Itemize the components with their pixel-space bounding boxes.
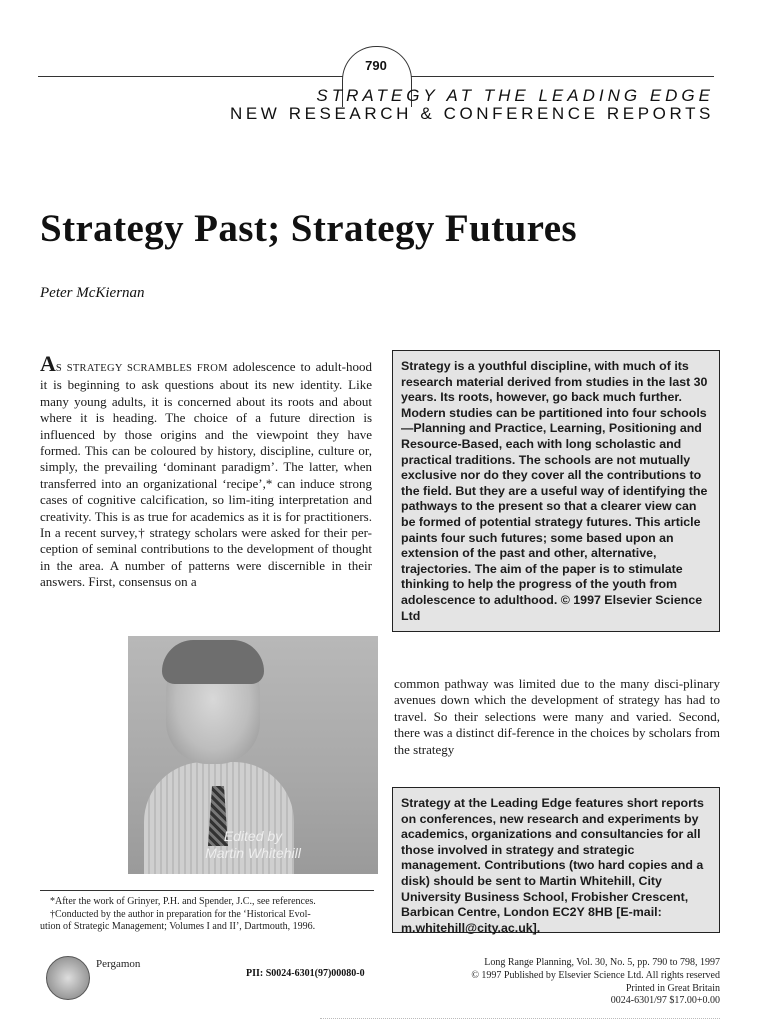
journal-issn: 0024-6301/97 $17.00+0.00 bbox=[610, 995, 720, 1007]
editor-photo bbox=[128, 636, 378, 874]
publisher-logo-icon bbox=[46, 956, 90, 1000]
body-right-column: common pathway was limited due to the many disci-plinary avenues down which the development of strategy has had to travel. So their selections were many and varied. Second, there was a distinct dif-ference in the choices by scholars from the strategy bbox=[394, 676, 720, 757]
caption-edited-by: Edited by bbox=[223, 828, 283, 844]
header-rule-left bbox=[38, 76, 344, 77]
drop-cap: A bbox=[40, 351, 56, 376]
footer-rule bbox=[320, 1018, 720, 1019]
series-title: STRATEGY AT THE LEADING EDGE bbox=[316, 86, 714, 105]
journal-info bbox=[471, 957, 720, 1008]
abstract-text: Strategy is a youthful discipline, with much of its research material derived from studies in the last 30 years. Its roots, however, go back much further. Modern studies can be partitioned into four schools—Planning and Practice, Learning, Positioning and Resource-Based, each with long scholastic and practical traditions. The schools are not mutually exclusive nor do they cover all the contributions to the field. But they are a useful way of identifying the pathways to the present so that a clearer view can be formed of potential strategy futures. This article paints four such futures; some based upon an extension of the past and other, alternative, trajectories. The aim of the paper is to stimulate thinking to help the progress of the youth from adolescence to adulthood. © 1997 Elsevier Science Ltd bbox=[401, 359, 708, 623]
left-column-text: adolescence to adult-hood it is beginning to ask questions about its new identity. Like many young adults, it is concerned about its roots and about where it is heading. The choice of a future direction is influenced by those origins and the viewpoint they have formed. This can be coloured by history, discipline, culture or, simply, the prevailing ‘dominant paradigm’. The latter, when transferred into an organizational ‘recipe’,* can induce strong cases of cognitive calcification, so lim-iting interpretation and creativity. This is as true for academics as it is for practitioners. In a recent survey,† strategy scholars were asked for their per-ception of seminal contributions to the development of thought in the area. A number of patterns were discernible in their answers. First, consensus on a bbox=[40, 359, 372, 590]
footnotes bbox=[40, 896, 376, 934]
footnote-1: *After the work of Grinyer, P.H. and Spender, J.C., see references. bbox=[50, 896, 316, 907]
feature-info-box bbox=[392, 787, 720, 933]
series-subtitle: NEW RESEARCH & CONFERENCE REPORTS bbox=[229, 104, 714, 123]
pii-code: PII: S0024-6301(97)00080-0 bbox=[246, 968, 365, 979]
footnote-2-cont: ution of Strategic Management; Volumes I and II’, Dartmouth, 1996. bbox=[40, 921, 316, 933]
page-number: 790 bbox=[365, 58, 387, 73]
article-title: Strategy Past; Strategy Futures bbox=[40, 207, 577, 250]
photo-caption bbox=[128, 828, 378, 862]
journal-copyright: © 1997 Published by Elsevier Science Ltd. All rights reserved bbox=[471, 969, 720, 981]
article-author: Peter McKiernan bbox=[40, 285, 145, 301]
lead-smallcaps: S STRATEGY SCRAMBLES FROM bbox=[55, 363, 228, 374]
feature-info-text: Strategy at the Leading Edge features short reports on conferences, new research and experiments by academics, organizations and consultancies for all those involved in strategy and strategic management. Contributions (two hard copies and a disk) should be sent to Martin Whitehill, City University Business School, Frobisher Crescent, Barbican Centre, London EC2Y 8HB [E-mail: m.whitehill@city.ac.uk]. bbox=[401, 796, 704, 935]
photo-hair bbox=[162, 640, 264, 684]
footnote-rule bbox=[40, 890, 374, 891]
header-rule-right bbox=[408, 76, 714, 77]
publisher-name: Pergamon bbox=[96, 958, 141, 970]
abstract-box bbox=[392, 350, 720, 632]
caption-editor-name: Martin Whitehill bbox=[205, 845, 301, 861]
body-left-column bbox=[40, 351, 372, 591]
footnote-2: †Conducted by the author in preparation for the ‘Historical Evol- bbox=[50, 908, 311, 920]
journal-printed: Printed in Great Britain bbox=[625, 982, 720, 994]
journal-citation: Long Range Planning, Vol. 30, No. 5, pp. 790 to 798, 1997 bbox=[484, 957, 720, 968]
